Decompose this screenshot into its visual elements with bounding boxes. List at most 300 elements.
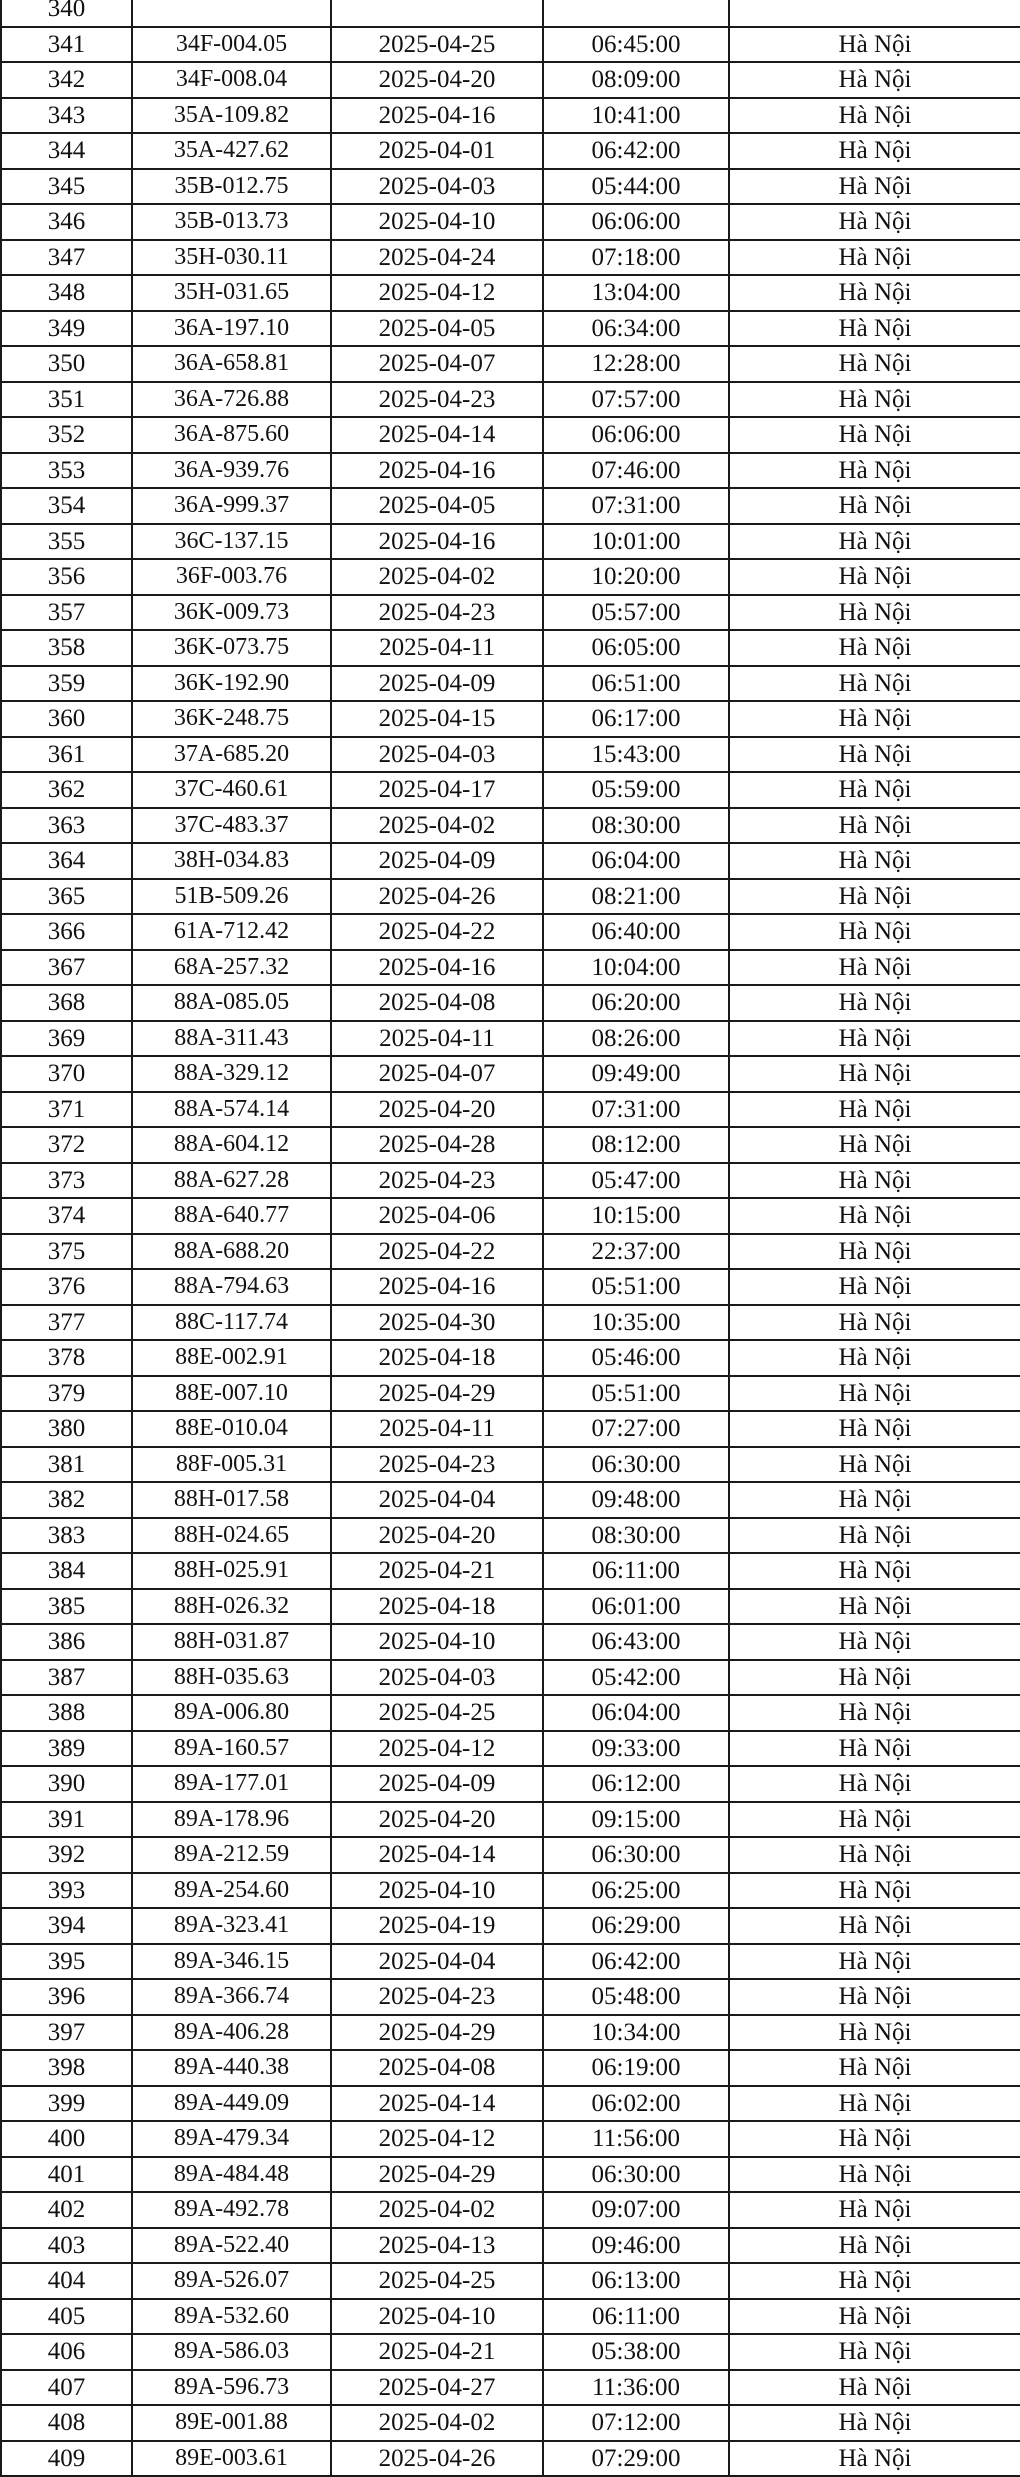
- plate-number-cell: 68A-257.32: [132, 950, 331, 986]
- plate-number-cell: 36K-248.75: [132, 701, 331, 737]
- plate-number-cell: 89E-001.88: [132, 2405, 331, 2441]
- location-cell: Hà Nội: [729, 2370, 1020, 2406]
- plate-number-cell: 36A-197.10: [132, 311, 331, 347]
- time-cell: 05:48:00: [543, 1979, 729, 2015]
- time-cell: 09:15:00: [543, 1802, 729, 1838]
- location-cell: Hà Nội: [729, 2228, 1020, 2264]
- plate-number-cell: 36A-726.88: [132, 382, 331, 418]
- date-cell: 2025-04-22: [331, 914, 543, 950]
- table-row: [1, 701, 1020, 737]
- location-cell: Hà Nội: [729, 1731, 1020, 1767]
- plate-number-cell: 61A-712.42: [132, 914, 331, 950]
- date-cell: 2025-04-10: [331, 204, 543, 240]
- time-cell: 05:42:00: [543, 1660, 729, 1696]
- date-cell: 2025-04-23: [331, 382, 543, 418]
- table-row: [1, 1553, 1020, 1589]
- plate-number-cell: 88F-005.31: [132, 1447, 331, 1483]
- date-cell: 2025-04-10: [331, 2299, 543, 2335]
- location-cell: Hà Nội: [729, 1766, 1020, 1802]
- time-cell: 08:30:00: [543, 1518, 729, 1554]
- row-number-cell: 380: [1, 1411, 132, 1447]
- plate-number-cell: 34F-004.05: [132, 27, 331, 63]
- table-row: [1, 382, 1020, 418]
- plate-number-cell: 36A-939.76: [132, 453, 331, 489]
- location-cell: Hà Nội: [729, 1198, 1020, 1234]
- location-cell: Hà Nội: [729, 2441, 1020, 2477]
- location-cell: Hà Nội: [729, 701, 1020, 737]
- date-cell: 2025-04-08: [331, 2050, 543, 2086]
- row-number-cell: 358: [1, 630, 132, 666]
- location-cell: Hà Nội: [729, 1979, 1020, 2015]
- time-cell: 06:04:00: [543, 1695, 729, 1731]
- location-cell: Hà Nội: [729, 2157, 1020, 2193]
- date-cell: 2025-04-27: [331, 2370, 543, 2406]
- table-row: [1, 2334, 1020, 2370]
- row-number-cell: 362: [1, 772, 132, 808]
- plate-number-cell: 51B-509.26: [132, 879, 331, 915]
- date-cell: 2025-04-08: [331, 985, 543, 1021]
- row-number-cell: 372: [1, 1127, 132, 1163]
- location-cell: Hà Nội: [729, 1873, 1020, 1909]
- plate-number-cell: 89A-596.73: [132, 2370, 331, 2406]
- location-cell: Hà Nội: [729, 2050, 1020, 2086]
- date-cell: 2025-04-04: [331, 1944, 543, 1980]
- location-cell: Hà Nội: [729, 1518, 1020, 1554]
- date-cell: 2025-04-26: [331, 2441, 543, 2477]
- plate-number-cell: 37A-685.20: [132, 737, 331, 773]
- location-cell: Hà Nội: [729, 1092, 1020, 1128]
- date-cell: 2025-04-23: [331, 1163, 543, 1199]
- row-number-cell: 342: [1, 62, 132, 98]
- date-cell: 2025-04-29: [331, 1376, 543, 1412]
- time-cell: 11:56:00: [543, 2121, 729, 2157]
- table-row: [1, 27, 1020, 63]
- table-row: [1, 2441, 1020, 2477]
- plate-number-cell: 89A-522.40: [132, 2228, 331, 2264]
- row-number-cell: 387: [1, 1660, 132, 1696]
- date-cell: 2025-04-18: [331, 1589, 543, 1625]
- date-cell: 2025-04-02: [331, 2192, 543, 2228]
- location-cell: Hà Nội: [729, 346, 1020, 382]
- time-cell: 09:49:00: [543, 1056, 729, 1092]
- plate-number-cell: 88H-024.65: [132, 1518, 331, 1554]
- location-cell: Hà Nội: [729, 133, 1020, 169]
- time-cell: 05:57:00: [543, 595, 729, 631]
- date-cell: 2025-04-06: [331, 1198, 543, 1234]
- row-number-cell: 346: [1, 204, 132, 240]
- location-cell: Hà Nội: [729, 772, 1020, 808]
- time-cell: 08:30:00: [543, 808, 729, 844]
- time-cell: 08:09:00: [543, 62, 729, 98]
- plate-number-cell: 88A-574.14: [132, 1092, 331, 1128]
- time-cell: 09:33:00: [543, 1731, 729, 1767]
- plate-number-cell: 34F-008.04: [132, 62, 331, 98]
- plate-number-cell: 89A-212.59: [132, 1837, 331, 1873]
- date-cell: 2025-04-05: [331, 488, 543, 524]
- location-cell: Hà Nội: [729, 1624, 1020, 1660]
- plate-number-cell: 88A-640.77: [132, 1198, 331, 1234]
- plate-number-cell: [132, 0, 331, 27]
- time-cell: 07:29:00: [543, 2441, 729, 2477]
- row-number-cell: 375: [1, 1234, 132, 1270]
- time-cell: 06:29:00: [543, 1908, 729, 1944]
- table-row: [1, 737, 1020, 773]
- time-cell: 10:35:00: [543, 1305, 729, 1341]
- row-number-cell: 373: [1, 1163, 132, 1199]
- row-number-cell: 361: [1, 737, 132, 773]
- plate-number-cell: 36A-875.60: [132, 417, 331, 453]
- table-row: [1, 62, 1020, 98]
- row-number-cell: 359: [1, 666, 132, 702]
- row-number-cell: 355: [1, 524, 132, 560]
- time-cell: 07:12:00: [543, 2405, 729, 2441]
- date-cell: 2025-04-21: [331, 2334, 543, 2370]
- table-row: [1, 1944, 1020, 1980]
- row-number-cell: 352: [1, 417, 132, 453]
- plate-number-cell: 88E-007.10: [132, 1376, 331, 1412]
- time-cell: 06:25:00: [543, 1873, 729, 1909]
- time-cell: 10:01:00: [543, 524, 729, 560]
- location-cell: Hà Nội: [729, 169, 1020, 205]
- table-row: [1, 1766, 1020, 1802]
- plate-number-cell: 89A-479.34: [132, 2121, 331, 2157]
- row-number-cell: 399: [1, 2086, 132, 2122]
- row-number-cell: 356: [1, 559, 132, 595]
- table-row: [1, 453, 1020, 489]
- time-cell: 07:27:00: [543, 1411, 729, 1447]
- plate-number-cell: 37C-460.61: [132, 772, 331, 808]
- table-row: [1, 879, 1020, 915]
- time-cell: 06:30:00: [543, 1837, 729, 1873]
- plate-number-cell: 89A-254.60: [132, 1873, 331, 1909]
- plate-number-cell: 36A-658.81: [132, 346, 331, 382]
- plate-number-cell: 89A-492.78: [132, 2192, 331, 2228]
- location-cell: Hà Nội: [729, 275, 1020, 311]
- date-cell: 2025-04-23: [331, 595, 543, 631]
- plate-number-cell: 88A-627.28: [132, 1163, 331, 1199]
- table-row: [1, 275, 1020, 311]
- location-cell: Hà Nội: [729, 417, 1020, 453]
- time-cell: 08:21:00: [543, 879, 729, 915]
- table-row: [1, 311, 1020, 347]
- date-cell: 2025-04-03: [331, 169, 543, 205]
- table-row: [1, 1021, 1020, 1057]
- date-cell: 2025-04-25: [331, 1695, 543, 1731]
- table-row: [1, 169, 1020, 205]
- plate-number-cell: 89A-160.57: [132, 1731, 331, 1767]
- table-row: [1, 1411, 1020, 1447]
- date-cell: 2025-04-23: [331, 1447, 543, 1483]
- time-cell: 07:46:00: [543, 453, 729, 489]
- plate-number-cell: 89A-526.07: [132, 2263, 331, 2299]
- plate-number-cell: 89A-586.03: [132, 2334, 331, 2370]
- table-row: [1, 1979, 1020, 2015]
- date-cell: 2025-04-18: [331, 1340, 543, 1376]
- plate-number-cell: 89A-406.28: [132, 2015, 331, 2051]
- date-cell: 2025-04-11: [331, 1411, 543, 1447]
- table-row: [1, 559, 1020, 595]
- date-cell: 2025-04-09: [331, 1766, 543, 1802]
- date-cell: 2025-04-25: [331, 2263, 543, 2299]
- plate-number-cell: 38H-034.83: [132, 843, 331, 879]
- plate-number-cell: 36F-003.76: [132, 559, 331, 595]
- table-row: [1, 1518, 1020, 1554]
- date-cell: 2025-04-03: [331, 1660, 543, 1696]
- plate-number-cell: 36K-073.75: [132, 630, 331, 666]
- row-number-cell: 379: [1, 1376, 132, 1412]
- plate-number-cell: 89A-177.01: [132, 1766, 331, 1802]
- time-cell: 06:20:00: [543, 985, 729, 1021]
- table-row: [1, 843, 1020, 879]
- location-cell: Hà Nội: [729, 2086, 1020, 2122]
- row-number-cell: 350: [1, 346, 132, 382]
- row-number-cell: 383: [1, 1518, 132, 1554]
- table-row: [1, 204, 1020, 240]
- time-cell: 06:02:00: [543, 2086, 729, 2122]
- date-cell: 2025-04-13: [331, 2228, 543, 2264]
- row-number-cell: 365: [1, 879, 132, 915]
- table-row: [1, 1731, 1020, 1767]
- location-cell: Hà Nội: [729, 2334, 1020, 2370]
- row-number-cell: 363: [1, 808, 132, 844]
- row-number-cell: 377: [1, 1305, 132, 1341]
- table-row: [1, 1198, 1020, 1234]
- location-cell: Hà Nội: [729, 98, 1020, 134]
- row-number-cell: 345: [1, 169, 132, 205]
- time-cell: 06:40:00: [543, 914, 729, 950]
- table-row: [1, 1376, 1020, 1412]
- table-row: [1, 2015, 1020, 2051]
- time-cell: 06:11:00: [543, 2299, 729, 2335]
- row-number-cell: 409: [1, 2441, 132, 2477]
- table-row: [1, 595, 1020, 631]
- table-row: [1, 1873, 1020, 1909]
- time-cell: 12:28:00: [543, 346, 729, 382]
- row-number-cell: 369: [1, 1021, 132, 1057]
- time-cell: 06:30:00: [543, 1447, 729, 1483]
- plate-number-cell: 88A-794.63: [132, 1269, 331, 1305]
- date-cell: 2025-04-11: [331, 630, 543, 666]
- location-cell: Hà Nội: [729, 1908, 1020, 1944]
- location-cell: Hà Nội: [729, 914, 1020, 950]
- location-cell: Hà Nội: [729, 204, 1020, 240]
- row-number-cell: 390: [1, 1766, 132, 1802]
- time-cell: 05:59:00: [543, 772, 729, 808]
- date-cell: 2025-04-12: [331, 1731, 543, 1767]
- time-cell: 05:51:00: [543, 1376, 729, 1412]
- table-row: [1, 1340, 1020, 1376]
- plate-number-cell: 88H-025.91: [132, 1553, 331, 1589]
- time-cell: 10:20:00: [543, 559, 729, 595]
- row-number-cell: 357: [1, 595, 132, 631]
- time-cell: 05:47:00: [543, 1163, 729, 1199]
- location-cell: Hà Nội: [729, 1340, 1020, 1376]
- row-number-cell: 389: [1, 1731, 132, 1767]
- row-number-cell: 392: [1, 1837, 132, 1873]
- table-row: [1, 1056, 1020, 1092]
- plate-number-cell: 89E-003.61: [132, 2441, 331, 2477]
- location-cell: Hà Nội: [729, 1127, 1020, 1163]
- table-row: [1, 1234, 1020, 1270]
- location-cell: Hà Nội: [729, 595, 1020, 631]
- date-cell: 2025-04-12: [331, 275, 543, 311]
- location-cell: Hà Nội: [729, 559, 1020, 595]
- plate-number-cell: 36A-999.37: [132, 488, 331, 524]
- table-row: [1, 2121, 1020, 2157]
- plate-number-cell: 37C-483.37: [132, 808, 331, 844]
- location-cell: Hà Nội: [729, 1305, 1020, 1341]
- date-cell: 2025-04-26: [331, 879, 543, 915]
- location-cell: Hà Nội: [729, 808, 1020, 844]
- time-cell: 05:38:00: [543, 2334, 729, 2370]
- time-cell: 06:06:00: [543, 204, 729, 240]
- location-cell: Hà Nội: [729, 950, 1020, 986]
- location-cell: Hà Nội: [729, 843, 1020, 879]
- date-cell: 2025-04-07: [331, 1056, 543, 1092]
- table-row: [1, 1447, 1020, 1483]
- row-number-cell: 349: [1, 311, 132, 347]
- row-number-cell: 341: [1, 27, 132, 63]
- date-cell: 2025-04-04: [331, 1482, 543, 1518]
- row-number-cell: 397: [1, 2015, 132, 2051]
- date-cell: 2025-04-16: [331, 1269, 543, 1305]
- location-cell: Hà Nội: [729, 879, 1020, 915]
- table-row: [1, 2228, 1020, 2264]
- table-row: [1, 133, 1020, 169]
- time-cell: 06:42:00: [543, 1944, 729, 1980]
- row-number-cell: 395: [1, 1944, 132, 1980]
- row-number-cell: 347: [1, 240, 132, 276]
- table-row: [1, 346, 1020, 382]
- time-cell: 06:04:00: [543, 843, 729, 879]
- date-cell: 2025-04-16: [331, 524, 543, 560]
- row-number-cell: 344: [1, 133, 132, 169]
- date-cell: 2025-04-05: [331, 311, 543, 347]
- plate-number-cell: 35A-109.82: [132, 98, 331, 134]
- time-cell: 09:48:00: [543, 1482, 729, 1518]
- date-cell: 2025-04-11: [331, 1021, 543, 1057]
- table-row: [1, 2157, 1020, 2193]
- location-cell: Hà Nội: [729, 1802, 1020, 1838]
- time-cell: 05:46:00: [543, 1340, 729, 1376]
- location-cell: Hà Nội: [729, 382, 1020, 418]
- location-cell: Hà Nội: [729, 311, 1020, 347]
- table-row: [1, 1695, 1020, 1731]
- location-cell: Hà Nội: [729, 453, 1020, 489]
- date-cell: 2025-04-20: [331, 1802, 543, 1838]
- table-row: [1, 1908, 1020, 1944]
- row-number-cell: 394: [1, 1908, 132, 1944]
- time-cell: 06:12:00: [543, 1766, 729, 1802]
- date-cell: 2025-04-14: [331, 2086, 543, 2122]
- time-cell: 10:15:00: [543, 1198, 729, 1234]
- date-cell: 2025-04-30: [331, 1305, 543, 1341]
- table-row: [1, 1163, 1020, 1199]
- table-row: [1, 2299, 1020, 2335]
- row-number-cell: 378: [1, 1340, 132, 1376]
- row-number-cell: 393: [1, 1873, 132, 1909]
- time-cell: 10:41:00: [543, 98, 729, 134]
- table-row: [1, 2050, 1020, 2086]
- location-cell: Hà Nội: [729, 666, 1020, 702]
- plate-number-cell: 89A-178.96: [132, 1802, 331, 1838]
- row-number-cell: 405: [1, 2299, 132, 2335]
- date-cell: [331, 0, 543, 27]
- table-row: [1, 1092, 1020, 1128]
- location-cell: Hà Nội: [729, 1269, 1020, 1305]
- location-cell: Hà Nội: [729, 1553, 1020, 1589]
- table-row: [1, 1624, 1020, 1660]
- location-cell: [729, 0, 1020, 27]
- location-cell: Hà Nội: [729, 1695, 1020, 1731]
- row-number-cell: 371: [1, 1092, 132, 1128]
- row-number-cell: 385: [1, 1589, 132, 1625]
- table-row: [1, 2086, 1020, 2122]
- row-number-cell: 366: [1, 914, 132, 950]
- location-cell: Hà Nội: [729, 1837, 1020, 1873]
- location-cell: Hà Nội: [729, 240, 1020, 276]
- time-cell: 10:04:00: [543, 950, 729, 986]
- date-cell: 2025-04-12: [331, 2121, 543, 2157]
- table-body: [1, 0, 1020, 2476]
- table-row: [1, 985, 1020, 1021]
- table-row: [1, 808, 1020, 844]
- date-cell: 2025-04-21: [331, 1553, 543, 1589]
- table-row: [1, 1589, 1020, 1625]
- date-cell: 2025-04-15: [331, 701, 543, 737]
- time-cell: 07:31:00: [543, 1092, 729, 1128]
- plate-number-cell: 88A-085.05: [132, 985, 331, 1021]
- row-number-cell: 367: [1, 950, 132, 986]
- location-cell: Hà Nội: [729, 985, 1020, 1021]
- table-row: [1, 1305, 1020, 1341]
- time-cell: 06:42:00: [543, 133, 729, 169]
- plate-number-cell: 36K-192.90: [132, 666, 331, 702]
- table-row: [1, 2263, 1020, 2299]
- table-row: [1, 1660, 1020, 1696]
- location-cell: Hà Nội: [729, 1660, 1020, 1696]
- time-cell: 06:45:00: [543, 27, 729, 63]
- plate-number-cell: 89A-006.80: [132, 1695, 331, 1731]
- table-row: [1, 1482, 1020, 1518]
- location-cell: Hà Nội: [729, 1056, 1020, 1092]
- row-number-cell: 370: [1, 1056, 132, 1092]
- location-cell: Hà Nội: [729, 27, 1020, 63]
- plate-number-cell: 88E-002.91: [132, 1340, 331, 1376]
- date-cell: 2025-04-16: [331, 453, 543, 489]
- date-cell: 2025-04-25: [331, 27, 543, 63]
- location-cell: Hà Nội: [729, 488, 1020, 524]
- table-row: [1, 0, 1020, 27]
- time-cell: 05:44:00: [543, 169, 729, 205]
- time-cell: [543, 0, 729, 27]
- date-cell: 2025-04-02: [331, 559, 543, 595]
- table-row: [1, 914, 1020, 950]
- time-cell: 07:31:00: [543, 488, 729, 524]
- time-cell: 06:51:00: [543, 666, 729, 702]
- row-number-cell: 376: [1, 1269, 132, 1305]
- table-row: [1, 2370, 1020, 2406]
- row-number-cell: 353: [1, 453, 132, 489]
- location-cell: Hà Nội: [729, 737, 1020, 773]
- date-cell: 2025-04-09: [331, 666, 543, 702]
- location-cell: Hà Nội: [729, 630, 1020, 666]
- time-cell: 06:17:00: [543, 701, 729, 737]
- plate-number-cell: 88H-026.32: [132, 1589, 331, 1625]
- row-number-cell: 374: [1, 1198, 132, 1234]
- row-number-cell: 401: [1, 2157, 132, 2193]
- plate-number-cell: 88C-117.74: [132, 1305, 331, 1341]
